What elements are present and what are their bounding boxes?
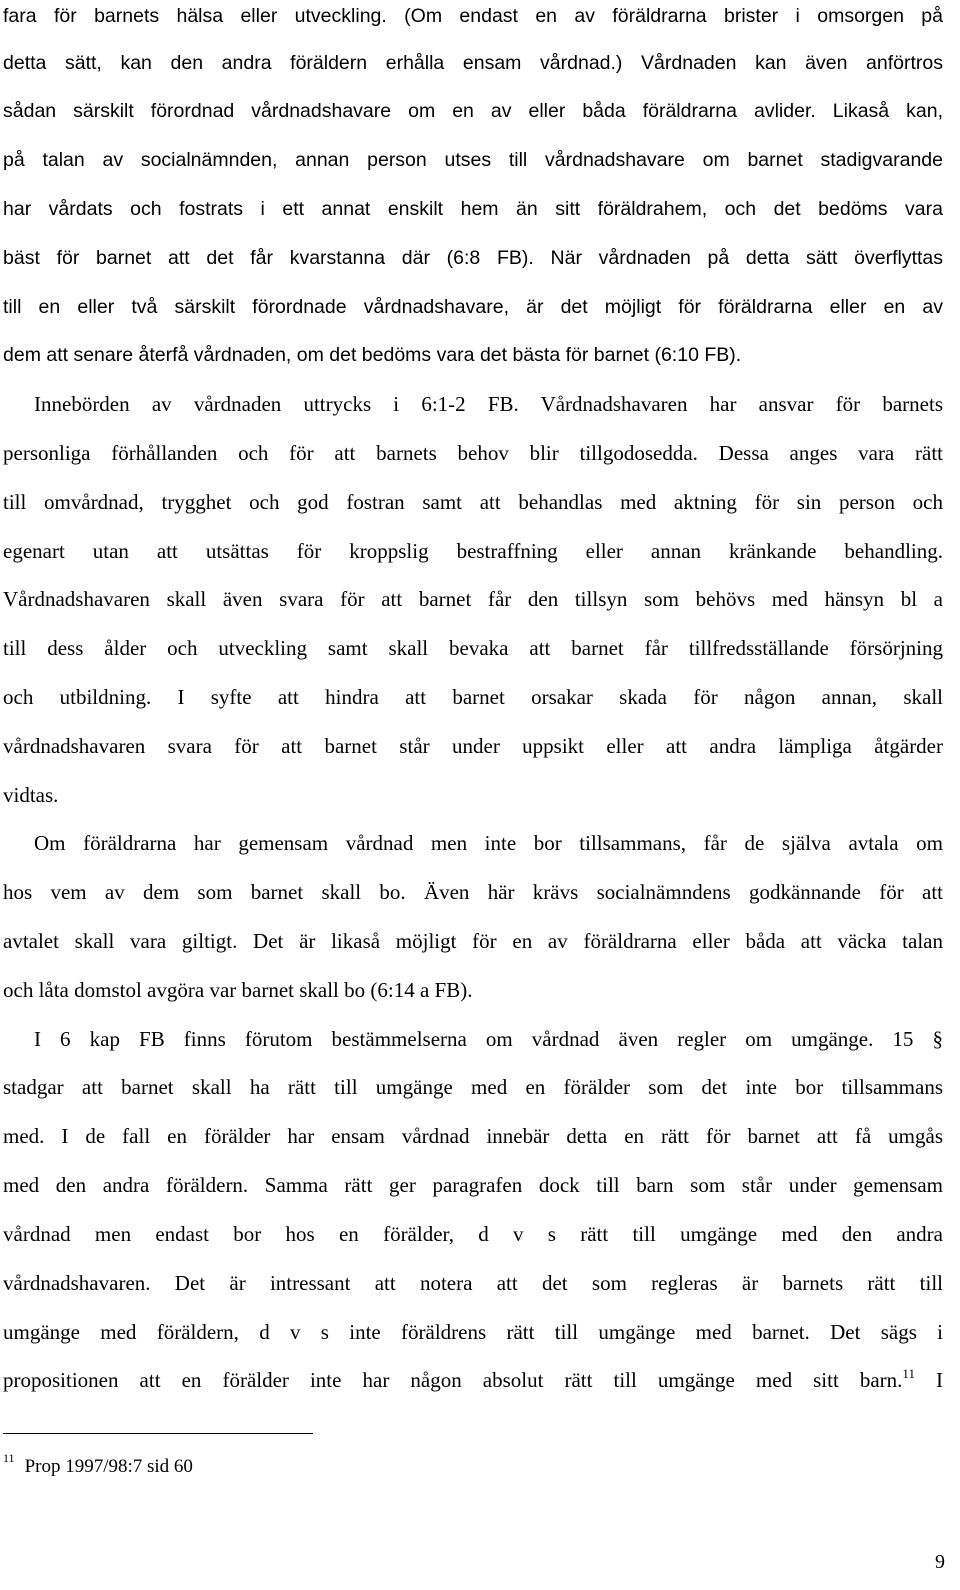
footnote <box>3 1451 603 1478</box>
text-line: med. I de fall en förälder har ensam vårdnad innebär detta en rätt för barnet att få umgås <box>3 1124 943 1148</box>
text-line: bäst för barnet att det får kvarstanna där (6:8 FB). När vårdnaden på detta sätt överflyttas <box>3 247 943 269</box>
text-line: hos vem av dem som barnet skall bo. Även här krävs socialnämndens godkännande för att <box>3 880 943 904</box>
text-line: stadgar att barnet skall ha rätt till umgänge med en förälder som det inte bor tillsammans <box>3 1075 943 1099</box>
text-line: vårdnad men endast bor hos en förälder, d v s rätt till umgänge med den andra <box>3 1222 943 1246</box>
footnote-divider <box>3 1433 313 1434</box>
text-line: sådan särskilt förordnad vårdnadshavare om en av eller båda föräldrarna avlider. Likaså kan, <box>3 100 943 122</box>
text-segment: I <box>936 1368 944 1392</box>
text-line: till en eller två särskilt förordnade vårdnadshavare, är det möjligt för föräldrarna eller en av <box>3 296 943 318</box>
text-line: till omvårdnad, trygghet och god fostran samt att behandlas med aktning för sin person och <box>3 490 943 514</box>
text-line <box>3 1368 943 1392</box>
paragraph-first-line: I 6 kap FB finns förutom bestämmelserna om vårdnad även regler om umgänge. 15 § <box>34 1027 943 1051</box>
text-line: dem att senare återfå vårdnaden, om det bedöms vara det bästa för barnet (6:10 FB). <box>3 344 742 366</box>
page-number: 9 <box>935 1551 945 1573</box>
text-line: och utbildning. I syfte att hindra att barnet orsakar skada för någon annan, skall <box>3 685 943 709</box>
footnote-number: 11 <box>3 1451 15 1465</box>
footnote-reference: 11 <box>902 1366 915 1381</box>
text-line: och låta domstol avgöra var barnet skall bo (6:14 a FB). <box>3 978 473 1002</box>
paragraph-first-line: Om föräldrarna har gemensam vårdnad men inte bor tillsammans, får de själva avtala om <box>34 831 943 855</box>
text-line: personliga förhållanden och för att barnets behov blir tillgodosedda. Dessa anges vara rätt <box>3 441 943 465</box>
text-line: vårdnadshavaren. Det är intressant att notera att det som regleras är barnets rätt till <box>3 1271 943 1295</box>
text-line: Vårdnadshavaren skall även svara för att barnet får den tillsyn som behövs med hänsyn bl a <box>3 587 943 611</box>
paragraph-first-line: Innebörden av vårdnaden uttrycks i 6:1-2 FB. Vårdnadshavaren har ansvar för barnets <box>34 392 943 416</box>
text-line: egenart utan att utsättas för kroppslig bestraffning eller annan kränkande behandling. <box>3 539 943 563</box>
footnote-text: Prop 1997/98:7 sid 60 <box>24 1456 193 1477</box>
text-line: till dess ålder och utveckling samt skall bevaka att barnet får tillfredsställande försörjning <box>3 636 943 660</box>
text-line: umgänge med föräldern, d v s inte föräldrens rätt till umgänge med barnet. Det sägs i <box>3 1320 943 1344</box>
text-line: fara för barnets hälsa eller utveckling. (Om endast en av föräldrarna brister i omsorgen på <box>3 5 943 27</box>
text-line: har vårdats och fostrats i ett annat enskilt hem än sitt föräldrahem, och det bedöms vara <box>3 198 943 220</box>
text-line: vårdnadshavaren svara för att barnet står under uppsikt eller att andra lämpliga åtgärder <box>3 734 943 758</box>
text-line: på talan av socialnämnden, annan person utses till vårdnadshavare om barnet stadigvarande <box>3 149 943 171</box>
text-line: avtalet skall vara giltigt. Det är likaså möjligt för en av föräldrarna eller båda att väcka talan <box>3 929 943 953</box>
text-line: med den andra föräldern. Samma rätt ger paragrafen dock till barn som står under gemensam <box>3 1173 943 1197</box>
text-line: detta sätt, kan den andra föräldern erhålla ensam vårdnad.) Vårdnaden kan även anförtros <box>3 52 943 74</box>
text-segment: propositionen att en förälder inte har någon absolut rätt till umgänge med sitt barn. <box>3 1368 903 1392</box>
text-line: vidtas. <box>3 783 59 807</box>
